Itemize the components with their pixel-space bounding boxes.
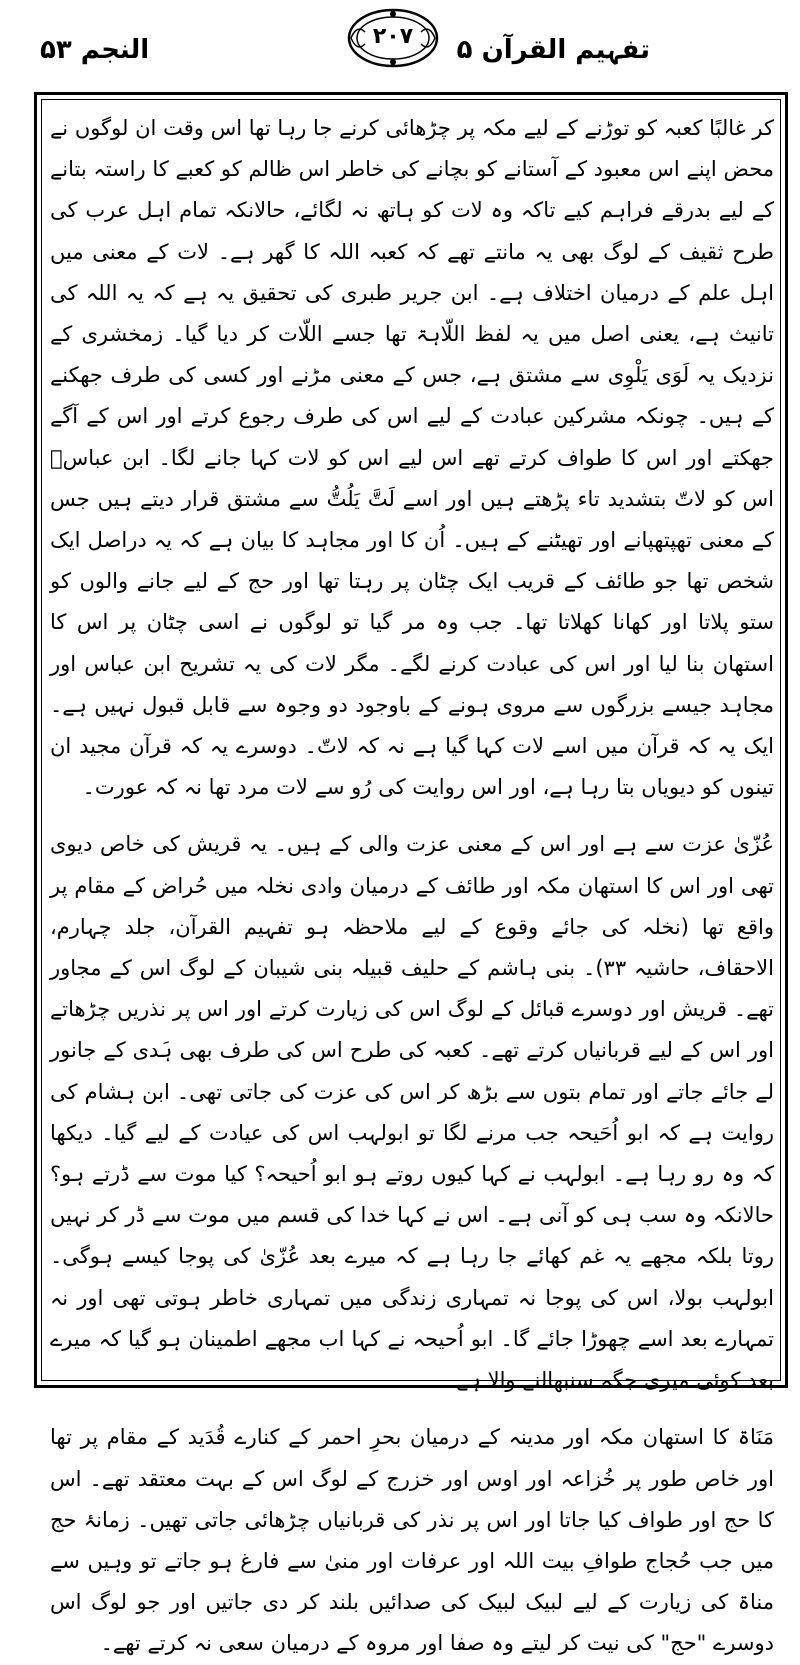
page-body: [50, 108, 774, 1656]
page-number: ۲۰۷: [372, 24, 414, 49]
paragraph-lat: کر غالبًا کعبہ کو توڑنے کے لیے مکہ پر چڑھائی کرنے جا رہا تھا اس وقت ان لوگوں نے محض اپنے اس معبود کے آستانے کو بچانے کی خاطر اس ظالم کو کعبے کا راستہ بتانے کے لیے بدرقے فراہم کیے تاکہ وہ لات کو ہاتھ نہ لگائے، حالانکہ تمام اہل عرب کی طرح ثقیف کے لوگ بھی یہ مانتے تھے کہ کعبہ اللہ کا گھر ہے۔ لات کے معنی میں اہل علم کے درمیان اختلاف ہے۔ ابن جریر طبری کی تحقیق یہ ہے کہ یہ اللہ کی تانیث ہے، یعنی اصل میں یہ لفظ اللّاہۃ تھا جسے اللّات کر دیا گیا۔ زمخشری کے نزدیک یہ لَوَی یَلْوِی سے مشتق ہے، جس کے معنی مڑنے اور کسی کی طرف جھکنے کے ہیں۔ چونکہ مشرکین عبادت کے لیے اس کی طرف رجوع کرتے اور اس کے آگے جھکتے اور اس کا طواف کرتے تھے اس لیے اس کو لات کہا جانے لگا۔ ابن عباسؓ اس کو لاتّ بتشدید تاء پڑھتے ہیں اور اسے لَتَّ یَلُتُّ سے مشتق قرار دیتے ہیں جس کے معنی تھپتھپانے اور تھیٹنے کے ہیں۔ اُن کا اور مجاہد کا بیان ہے کہ یہ دراصل ایک شخص تھا جو طائف کے قریب ایک چٹان پر رہتا تھا اور حج کے لیے جانے والوں کو ستو پلاتا اور کھانا کھلاتا تھا۔ جب وہ مر گیا تو لوگوں نے اسی چٹان پر اس کا استھان بنا لیا اور اس کی عبادت کرنے لگے۔ مگر لات کی یہ تشریح ابن عباس اور مجاہد جیسے بزرگوں سے مروی ہونے کے باوجود دو وجوہ سے قابل قبول نہیں ہے۔ ایک یہ کہ قرآن میں اسے لات کہا گیا ہے نہ کہ لاتّ۔ دوسرے یہ کہ قرآن مجید ان تینوں کو دیویاں بتا رہا ہے، اور اس روایت کی رُو سے لات مرد تھا نہ کہ عورت۔: [50, 116, 774, 800]
book-title: تفہیم القرآن ۵: [456, 35, 650, 65]
paragraph-uzza: عُزّیٰ عزت سے ہے اور اس کے معنی عزت والی کے ہیں۔ یہ قریش کی خاص دیوی تھی اور اس کا استھان مکہ اور طائف کے درمیان وادی نخلہ میں حُراض کے مقام پر واقع تھا (نخلہ کی جائے وقوع کے لیے ملاحظہ ہو تفہیم القرآن، جلد چہارم، الاحقاف، حاشیہ ۳۳)۔ بنی ہاشم کے حلیف قبیلہ بنی شیبان کے لوگ اس کے مجاور تھے۔ قریش اور دوسرے قبائل کے لوگ اس کی زیارت کرتے اور اس پر نذریں چڑھاتے اور اس کے لیے قربانیاں کرتے تھے۔ کعبہ کی طرح اس کی طرف بھی ہَدی کے جانور لے جائے جاتے اور تمام بتوں سے بڑھ کر اس کی عزت کی جاتی تھی۔ ابن ہشام کی روایت ہے کہ ابو اُحَیحہ جب مرنے لگا تو ابولہب اس کی عیادت کے لیے گیا۔ دیکھا کہ وہ رو رہا ہے۔ ابولہب نے کہا کیوں روتے ہو ابو اُحیحہ؟ کیا موت سے ڈرتے ہو؟ حالانکہ وہ سب ہی کو آنی ہے۔ اس نے کہا خدا کی قسم میں موت سے ڈر کر نہیں روتا بلکہ مجھے یہ غم کھائے جا رہا ہے کہ میرے بعد عُزّیٰ کی پوجا کیسے ہوگی۔ ابولہب بولا، اس کی پوجا نہ تمہاری زندگی میں تمہاری خاطر ہوتی تھی اور نہ تمہارے بعد اسے چھوڑا جائے گا۔ ابو اُحیحہ نے کہا اب مجھے اطمینان ہو گیا کہ میرے بعد کوئی میری جگہ سنبھالنے والا ہے۔: [50, 832, 774, 1393]
paragraph-manat: مَنَاۃ کا استھان مکہ اور مدینہ کے درمیان بحرِ احمر کے کنارے قُدَید کے مقام پر تھا اور خاص طور پر خُزاعہ اور اوس اور خزرج کے لوگ اس کے بہت معتقد تھے۔ اس کا حج اور طواف کیا جاتا اور اس پر نذر کی قربانیاں چڑھائی جاتی تھیں۔ زمانۂ حج میں جب حُجاج طوافِ بیت اللہ اور عرفات اور منیٰ سے فارغ ہو جاتے تو وہیں سے مناۃ کی زیارت کے لیے لبیک لبیک کی صدائیں بلند کر دی جاتیں اور جو لوگ اس دوسرے "حج" کی نیت کر لیتے وہ صفا اور مروہ کے درمیان سعی نہ کرتے تھے۔: [50, 1425, 774, 1656]
surah-name: النجم ۵۳: [40, 35, 150, 65]
page-header: [0, 0, 800, 90]
